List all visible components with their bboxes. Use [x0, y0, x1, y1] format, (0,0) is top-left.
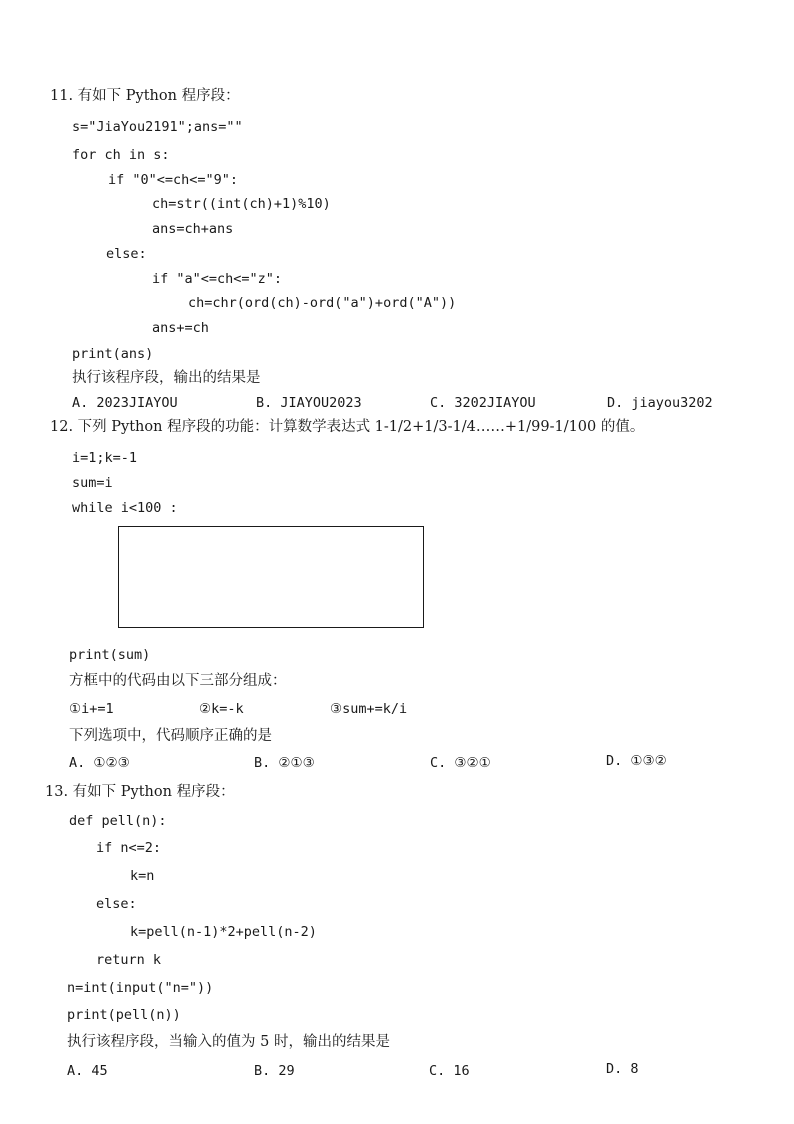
q12-code-line-4: print(sum) — [69, 647, 151, 663]
q13-code-line-3: k=n — [130, 868, 155, 884]
q11-code-line-4: ch=str((int(ch)+1)%10) — [152, 196, 331, 212]
q11-stem: 11. 有如下 Python 程序段： — [50, 88, 240, 104]
q11-code-line-5: ans=ch+ans — [152, 221, 234, 237]
q11-code-line-8: ch=chr(ord(ch)-ord("a")+ord("A")) — [188, 295, 457, 311]
q12-part-2: ②k=-k — [199, 701, 244, 717]
q11-code-line-2: for ch in s: — [72, 147, 170, 163]
q13-code-line-4: else: — [96, 896, 137, 912]
q12-stem: 12. 下列 Python 程序段的功能：计算数学表达式 1-1/2+1/3-1/4……+1/99-1/100 的值。 — [50, 419, 645, 435]
q12-option-b: B. ②①③ — [254, 755, 315, 771]
q13-code-line-1: def pell(n): — [69, 813, 167, 829]
q13-stem: 13. 有如下 Python 程序段： — [45, 784, 235, 800]
q11-option-b: B. JIAYOU2023 — [256, 395, 362, 411]
q13-option-a: A. 45 — [67, 1063, 108, 1079]
q12-code-line-2: sum=i — [72, 475, 113, 491]
q13-code-line-7: n=int(input("n=")) — [67, 980, 214, 996]
q13-option-c: C. 16 — [429, 1063, 470, 1079]
q12-code-line-1: i=1;k=-1 — [72, 450, 138, 466]
q13-option-d: D. 8 — [606, 1061, 639, 1077]
q12-code-line-3: while i<100 : — [72, 500, 178, 516]
q11-code-line-10: print(ans) — [72, 346, 154, 362]
q13-option-b: B. 29 — [254, 1063, 295, 1079]
q11-option-c: C. 3202JIAYOU — [430, 395, 536, 411]
q11-code-line-6: else: — [106, 246, 147, 262]
q12-option-a: A. ①②③ — [69, 755, 130, 771]
q11-code-line-3: if "0"<=ch<="9": — [108, 172, 239, 188]
q13-code-line-5: k=pell(n-1)*2+pell(n-2) — [130, 924, 317, 940]
q13-code-line-8: print(pell(n)) — [67, 1007, 181, 1023]
q12-question: 下列选项中，代码顺序正确的是 — [69, 728, 272, 744]
q12-option-c: C. ③②① — [430, 755, 491, 771]
q12-part-1: ①i+=1 — [69, 701, 114, 717]
q11-code-line-9: ans+=ch — [152, 320, 209, 336]
q13-code-line-6: return k — [96, 952, 162, 968]
q11-option-a: A. 2023JIAYOU — [72, 395, 178, 411]
q11-code-line-7: if "a"<=ch<="z": — [152, 271, 283, 287]
q12-box-intro: 方框中的代码由以下三部分组成： — [69, 673, 287, 689]
q12-part-3: ③sum+=k/i — [330, 701, 408, 717]
q13-code-line-2: if n<=2: — [96, 840, 162, 856]
q11-question: 执行该程序段，输出的结果是 — [72, 370, 261, 386]
q11-option-d: D. jiayou3202 — [607, 395, 713, 411]
q12-option-d: D. ①③② — [606, 753, 667, 769]
q13-question: 执行该程序段，当输入的值为 5 时，输出的结果是 — [67, 1034, 390, 1050]
answer-box — [118, 526, 424, 628]
q11-code-line-1: s="JiaYou2191";ans="" — [72, 119, 243, 135]
